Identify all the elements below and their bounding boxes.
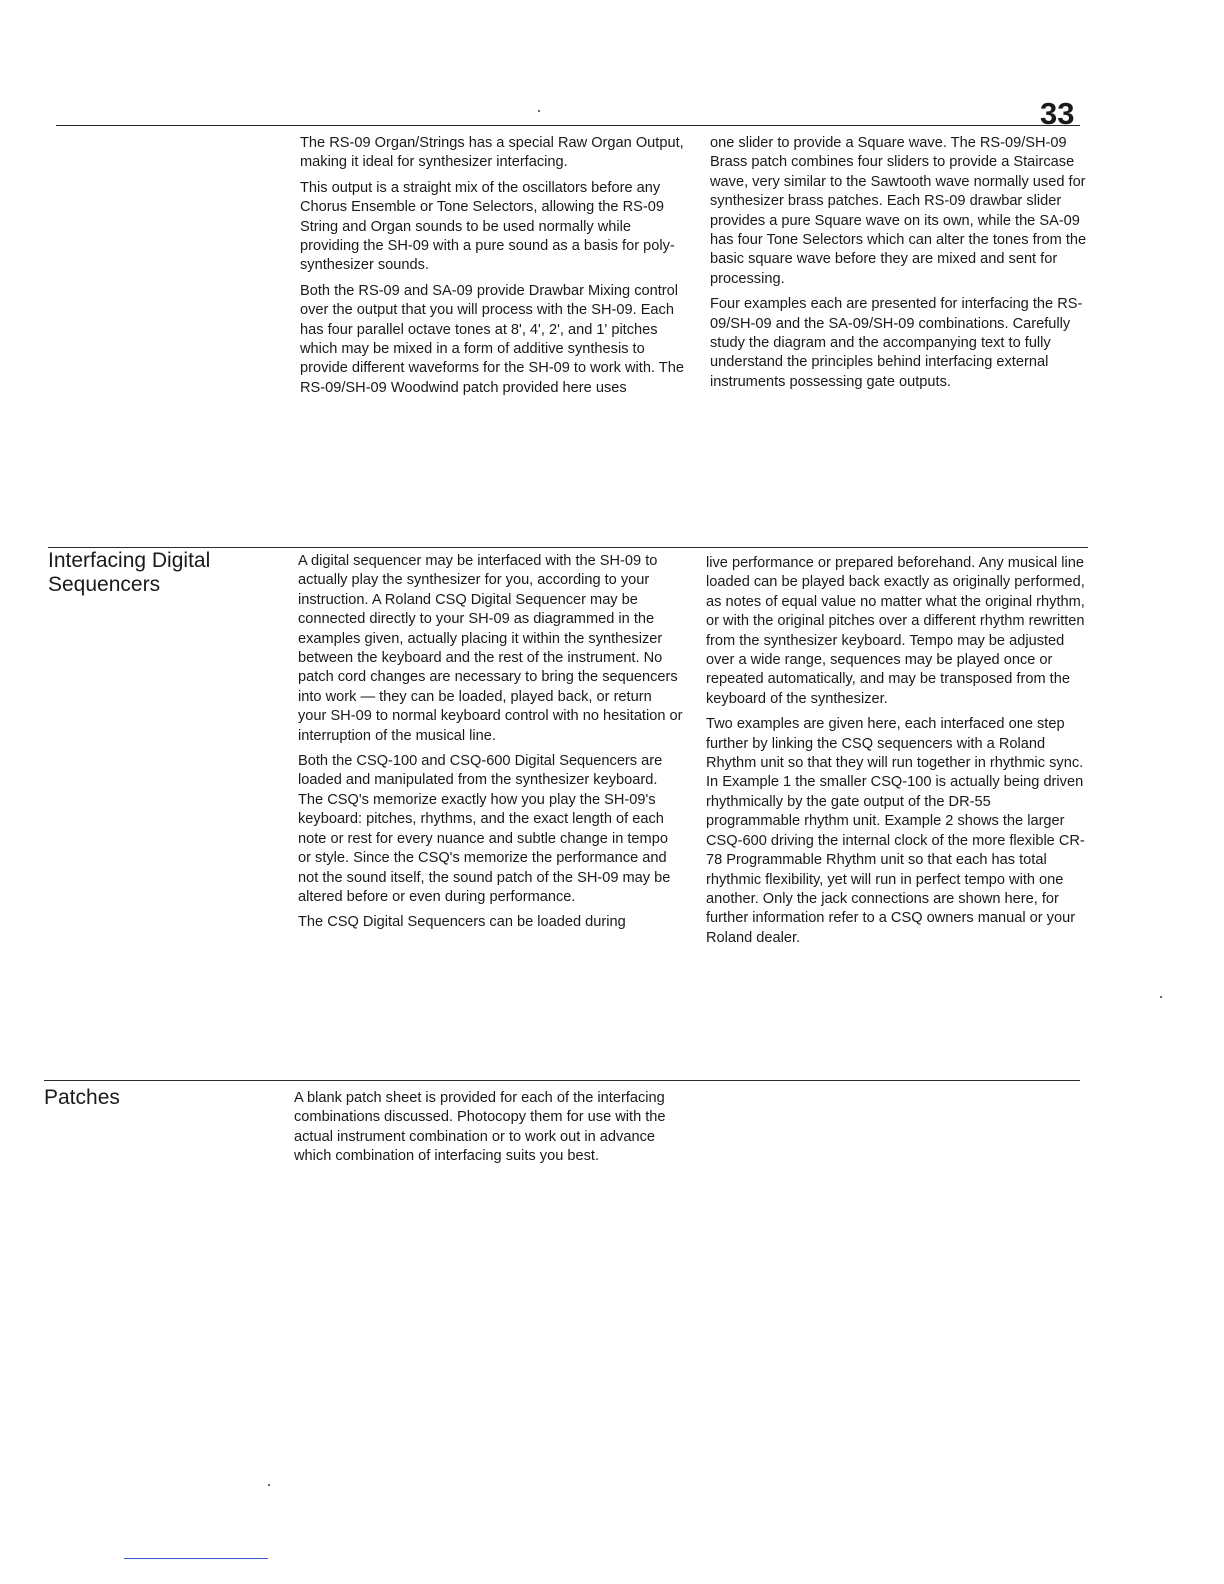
paragraph: Two examples are given here, each interfaced one step further by linking the CSQ sequencers with a Roland Rhythm unit so that they will run together in rhythmic sync. In Example 1 the smaller CSQ-100 is actually being driven rhythmically by the gate output of the DR-55 programmable rhythm unit. Example 2 shows the larger CSQ-600 driving the internal clock of the more flexible CR-78 Programmable Rhythm unit so that each has total rhythmic flexibility, yet will run in perfect tempo with one another. Only the jack connections are shown here, for further information refer to a CSQ owners manual or your Roland dealer.: [706, 716, 1085, 946]
paragraph: A digital sequencer may be interfaced with the SH-09 to actually play the synthesizer for you, according to your instruction. A Roland CSQ Digital Sequencer may be connected directly to your SH-09 as diagrammed in the examples given, actually placing it within the synthesizer between the keyboard and the rest of the instrument. No patch cord changes are necessary to bring the sequencers into work — they can be loaded, played back, or return your SH-09 to normal keyboard control with no hesitation or interruption of the musical line.: [298, 553, 683, 744]
patches-column-1: [294, 1089, 674, 1173]
sequencers-column-2: [706, 554, 1088, 954]
paragraph: Both the CSQ-100 and CSQ-600 Digital Sequencers are loaded and manipulated from the synthesizer keyboard. The CSQ's memorize exactly how you play the SH-09's keyboard: pitches, rhythms, and the exact length of each note or rest for every nuance and subtle change in tempo or style. Since the CSQ's memorize the performance and not the sound itself, the sound patch of the SH-09 may be altered before or even during performance.: [298, 753, 671, 905]
sequencers-column-1: [298, 552, 684, 939]
section-rule-sequencers: [48, 547, 1088, 548]
paragraph: live performance or prepared beforehand. Any musical line loaded can be played back exactly as originally performed, as notes of equal value no matter what the original rhythm, or with the original pitches over a different rhythm rewritten from the synthesizer keyboard. Tempo may be adjusted over a wide range, sequences may be played once or repeated automatically, and may be transposed from the keyboard of the synthesizer.: [706, 555, 1085, 707]
paragraph: Both the RS-09 and SA-09 provide Drawbar Mixing control over the output that you will process with the SH-09. Each has four parallel octave tones at 8', 4', 2', and 1' pitches which may be mixed in a form of additive synthesis to provide different waveforms for the SH-09 to work with. The RS-09/SH-09 Woodwind patch provided here uses: [300, 282, 684, 396]
intro-column-1: [300, 134, 686, 404]
intro-column-2: [710, 134, 1090, 398]
dot-mark: [268, 1484, 270, 1486]
heading-line: Interfacing Digital: [48, 549, 211, 572]
paragraph: A blank patch sheet is provided for each of the interfacing combinations discussed. Photocopy them for use with the actual instrument combination or to work out in advance which combination of interfacing suits you best.: [294, 1090, 666, 1165]
paragraph: The RS-09 Organ/Strings has a special Raw Organ Output, making it ideal for synthesizer interfacing.: [300, 135, 684, 171]
header-rule: [56, 125, 1080, 126]
footer-mark: [124, 1558, 268, 1559]
paragraph: Four examples each are presented for interfacing the RS-09/SH-09 and the SA-09/SH-09 combinations. Carefully study the diagram and the accompanying text to fully understand the principles behind interfacing external instruments possessing gate outputs.: [710, 296, 1083, 390]
paragraph: This output is a straight mix of the oscillators before any Chorus Ensemble or Tone Selectors, allowing the RS-09 String and Organ sounds to be used normally while providing the SH-09 with a pure sound as a basis for poly-synthesizer sounds.: [300, 179, 675, 274]
section-heading-sequencers: [48, 549, 278, 597]
page-number: 33: [1040, 96, 1075, 131]
dot-mark: [1160, 996, 1162, 998]
heading-line: Sequencers: [48, 573, 161, 596]
section-rule-patches: [44, 1080, 1080, 1081]
section-heading-patches: Patches: [44, 1086, 120, 1109]
paragraph: one slider to provide a Square wave. The RS-09/SH-09 Brass patch combines four sliders to provide a Staircase wave, very similar to the Sawtooth wave normally used for synthesizer brass patches. Each RS-09 drawbar slider provides a pure Square wave on its own, while the SA-09 has four Tone Selectors which can alter the tones from the basic square wave before they are mixed and sent for processing.: [710, 135, 1087, 287]
paragraph: The CSQ Digital Sequencers can be loaded during: [298, 914, 626, 931]
dot-mark: [538, 110, 540, 112]
